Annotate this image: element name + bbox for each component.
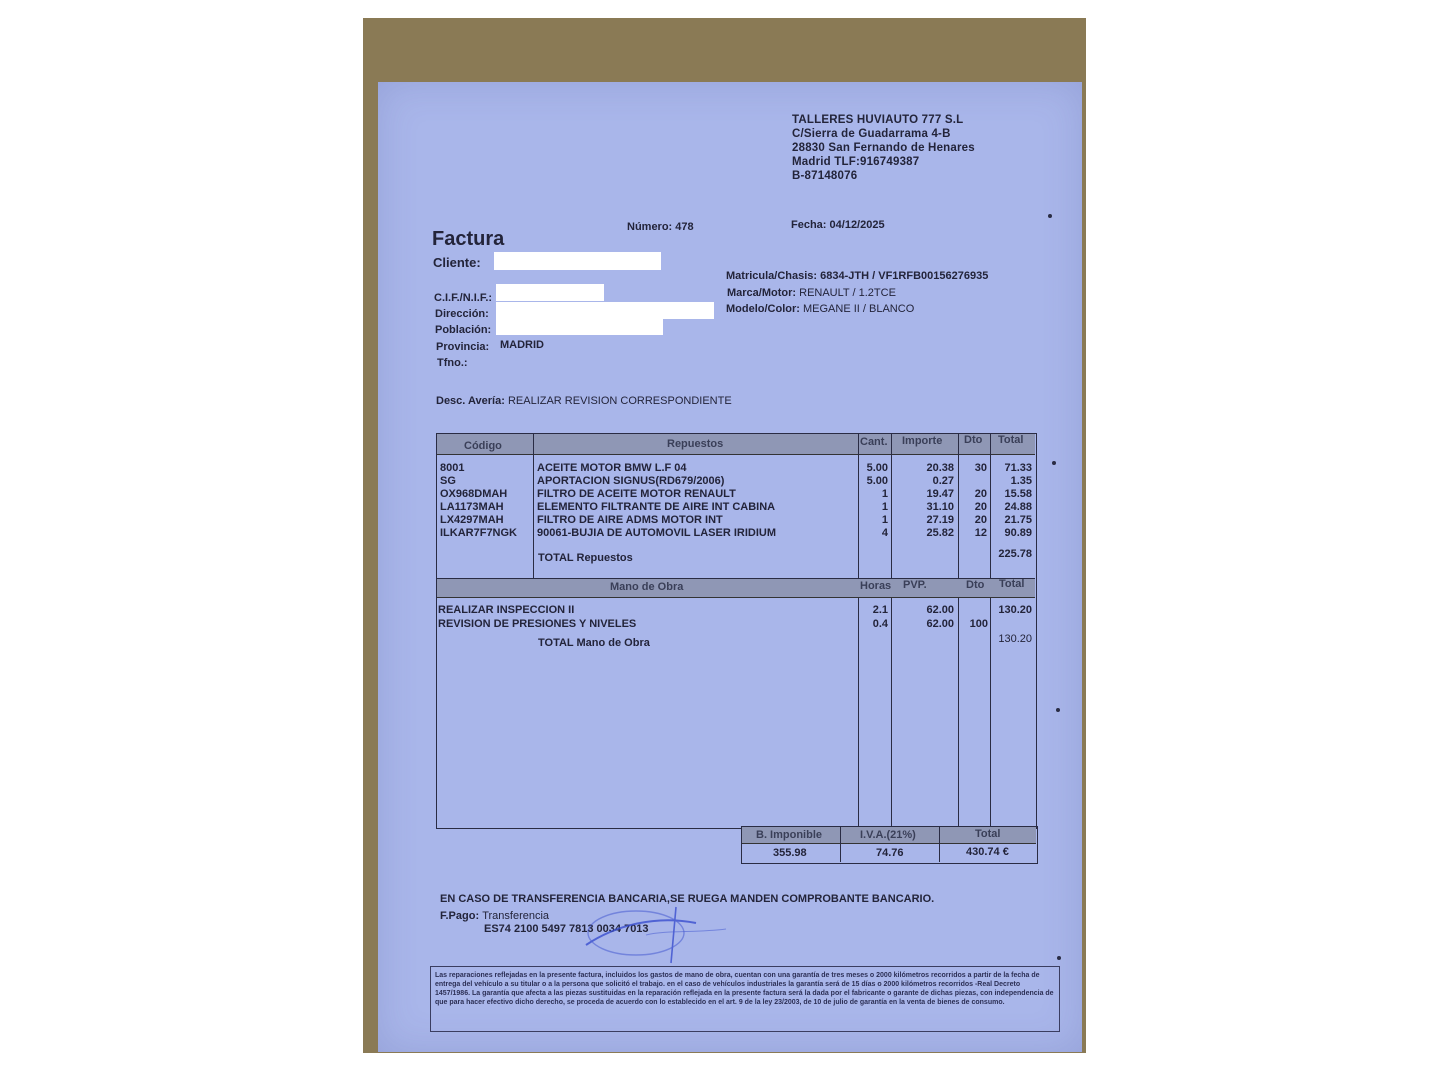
part-description: FILTRO DE ACEITE MOTOR RENAULT — [537, 488, 736, 500]
redaction-direccion — [496, 302, 714, 319]
labor-header-band — [437, 578, 1035, 598]
part-total: 21.75 — [1004, 514, 1032, 526]
tfno-label: Tfno.: — [437, 357, 468, 369]
bank-stamp-icon — [576, 905, 756, 965]
matricula-value: 6834-JTH / VF1RFB00156276935 — [820, 270, 989, 282]
vehicle-modelo — [726, 303, 914, 315]
part-discount: 30 — [974, 462, 987, 474]
labor-total-value: 130.20 — [998, 633, 1032, 645]
redaction-cif — [496, 284, 604, 301]
part-discount: 20 — [974, 514, 987, 526]
invoice-number — [627, 221, 694, 233]
labor-header-hours: Horas — [860, 580, 892, 592]
parts-header-dto: Dto — [964, 434, 983, 446]
part-description: FILTRO DE AIRE ADMS MOTOR INT — [537, 514, 723, 526]
vehicle-matricula — [726, 270, 988, 282]
base-label: B. Imponible — [756, 829, 822, 841]
parts-total-value: 225.78 — [998, 548, 1032, 560]
part-quantity: 5.00 — [866, 475, 888, 487]
parts-header-band — [437, 434, 1035, 455]
cif-label: C.I.F./N.I.F.: — [434, 292, 493, 304]
invoice-number-value: 478 — [675, 221, 694, 233]
divider-dto — [990, 434, 991, 827]
averia-label: Desc. Avería: — [436, 395, 505, 407]
part-description: 90061-BUJIA DE AUTOMOVIL LASER IRIDIUM — [537, 527, 776, 539]
part-price: 20.38 — [926, 462, 954, 474]
invoice-date-value: 04/12/2025 — [829, 219, 885, 231]
invoice-title: Factura — [432, 228, 505, 250]
part-quantity: 1 — [881, 514, 888, 526]
punch-hole-2 — [1052, 461, 1056, 465]
iban: ES74 2100 5497 7813 0034 7013 — [484, 923, 649, 935]
provincia-label: Provincia: — [436, 341, 490, 353]
payment-method-label: F.Pago: — [440, 910, 480, 922]
matricula-label: Matricula/Chasis: — [726, 270, 818, 282]
base-value: 355.98 — [773, 847, 807, 859]
iva-value: 74.76 — [876, 847, 904, 859]
labor-header-desc: Mano de Obra — [610, 581, 684, 593]
total-label: Total — [975, 828, 1001, 840]
part-price: 25.82 — [926, 527, 954, 539]
punch-hole-3 — [1056, 708, 1060, 712]
part-quantity: 5.00 — [866, 462, 888, 474]
parts-divider-code — [533, 434, 534, 578]
part-discount: 12 — [974, 527, 987, 539]
part-description: APORTACION SIGNUS(RD679/2006) — [537, 475, 725, 487]
labor-total-label: TOTAL Mano de Obra — [538, 637, 650, 649]
part-code: LA1173MAH — [440, 501, 504, 513]
part-price: 27.19 — [926, 514, 954, 526]
labor-hours: 2.1 — [872, 604, 888, 616]
labor-description: REALIZAR INSPECCION II — [438, 604, 575, 616]
part-total: 1.35 — [1010, 475, 1032, 487]
legal-warranty-text: Las reparaciones reflejadas en la presente factura, incluidos los gastos de mano de obra, cuentan con una garantía de tres meses o 2000 kilómetros recorridos a partir de la fecha de entrega del vehículo a su titular o a la persona que solicitó el trabajo. en el caso de vehículos industriales la garantía será de 15 días o 2000 kilómetros recorridos -Real Decreto 1457/1986. La garantía que afecta a las piezas sustituidas en la reparación reflejada en la presente factura será la dada por el fabricante o garante de dichas piezas, con independencia de que para hacer efectivo dicho derecho, se proceda de acuerdo con lo establecido en el art. 9 de la ley 23/2003, de 10 de julio de garantía en la venta de bienes de consumo. — [430, 966, 1060, 1032]
totals-divider-2 — [939, 826, 940, 862]
client-label: Cliente: — [433, 255, 481, 270]
part-code: OX968DMAH — [440, 488, 508, 500]
averia — [436, 395, 732, 407]
labor-header-price: PVP. — [903, 579, 927, 591]
part-discount: 20 — [974, 501, 987, 513]
labor-price: 62.00 — [926, 618, 954, 630]
punch-hole-1 — [1048, 214, 1052, 218]
labor-header-total: Total — [999, 578, 1025, 590]
part-description: ELEMENTO FILTRANTE DE AIRE INT CABINA — [537, 501, 776, 513]
divider-price — [958, 434, 959, 827]
company-city: 28830 San Fernando de Henares — [792, 142, 975, 154]
company-name: TALLERES HUVIAUTO 777 S.L — [792, 114, 964, 126]
part-price: 19.47 — [926, 488, 954, 500]
labor-total: 130.20 — [998, 604, 1032, 616]
part-code: LX4297MAH — [440, 514, 504, 526]
part-code: SG — [440, 475, 456, 487]
parts-total-label: TOTAL Repuestos — [538, 552, 633, 564]
part-quantity: 1 — [881, 501, 888, 513]
part-total: 90.89 — [1004, 527, 1032, 539]
redaction-client-name — [494, 252, 661, 270]
part-quantity: 1 — [881, 488, 888, 500]
poblacion-label: Población: — [435, 324, 492, 336]
transfer-notice: EN CASO DE TRANSFERENCIA BANCARIA,SE RUEGA MANDEN COMPROBANTE BANCARIO. — [440, 893, 935, 905]
vehicle-marca — [727, 287, 896, 299]
part-quantity: 4 — [881, 527, 888, 539]
total-value: 430.74 € — [966, 846, 1009, 858]
company-block — [792, 113, 975, 183]
payment-method-value: Transferencia — [482, 910, 550, 922]
labor-price: 62.00 — [926, 604, 954, 616]
parts-header-qty: Cant. — [860, 436, 888, 448]
company-address: C/Sierra de Guadarrama 4-B — [792, 128, 951, 140]
direccion-label: Dirección: — [435, 308, 489, 320]
modelo-label: Modelo/Color: — [726, 303, 800, 315]
marca-label: Marca/Motor: — [727, 287, 797, 299]
iva-label: I.V.A.(21%) — [860, 829, 916, 841]
company-tax-id: B-87148076 — [792, 170, 858, 182]
parts-header-code: Código — [464, 440, 502, 452]
divider-desc — [858, 434, 859, 827]
part-discount: 20 — [974, 488, 987, 500]
part-price: 0.27 — [932, 475, 954, 487]
averia-value: REALIZAR REVISION CORRESPONDIENTE — [507, 395, 732, 407]
part-total: 71.33 — [1004, 462, 1032, 474]
divider-qty — [891, 434, 892, 827]
invoice-number-label: Número: — [627, 221, 673, 233]
punch-hole-4 — [1057, 956, 1061, 960]
part-code: 8001 — [440, 462, 465, 474]
part-price: 31.10 — [926, 501, 954, 513]
invoice-date-label: Fecha: — [791, 219, 827, 231]
part-code: ILKAR7F7NGK — [440, 527, 518, 539]
provincia-value: MADRID — [500, 339, 544, 351]
company-phone: Madrid TLF:916749387 — [792, 156, 920, 168]
parts-header-price: Importe — [902, 435, 943, 447]
redaction-poblacion — [496, 318, 663, 335]
invoice-date — [791, 219, 885, 231]
labor-discount: 100 — [969, 618, 988, 630]
part-total: 24.88 — [1004, 501, 1032, 513]
part-total: 15.58 — [1004, 488, 1032, 500]
labor-description: REVISION DE PRESIONES Y NIVELES — [438, 618, 637, 630]
modelo-value: MEGANE II / BLANCO — [803, 303, 915, 315]
payment-method — [440, 910, 549, 922]
part-description: ACEITE MOTOR BMW L.F 04 — [537, 462, 687, 474]
parts-header-desc: Repuestos — [667, 438, 724, 450]
totals-divider-1 — [840, 826, 841, 862]
labor-header-dto: Dto — [966, 579, 985, 591]
labor-hours: 0.4 — [872, 618, 888, 630]
parts-header-total: Total — [998, 434, 1024, 446]
marca-value: RENAULT / 1.2TCE — [799, 287, 896, 299]
